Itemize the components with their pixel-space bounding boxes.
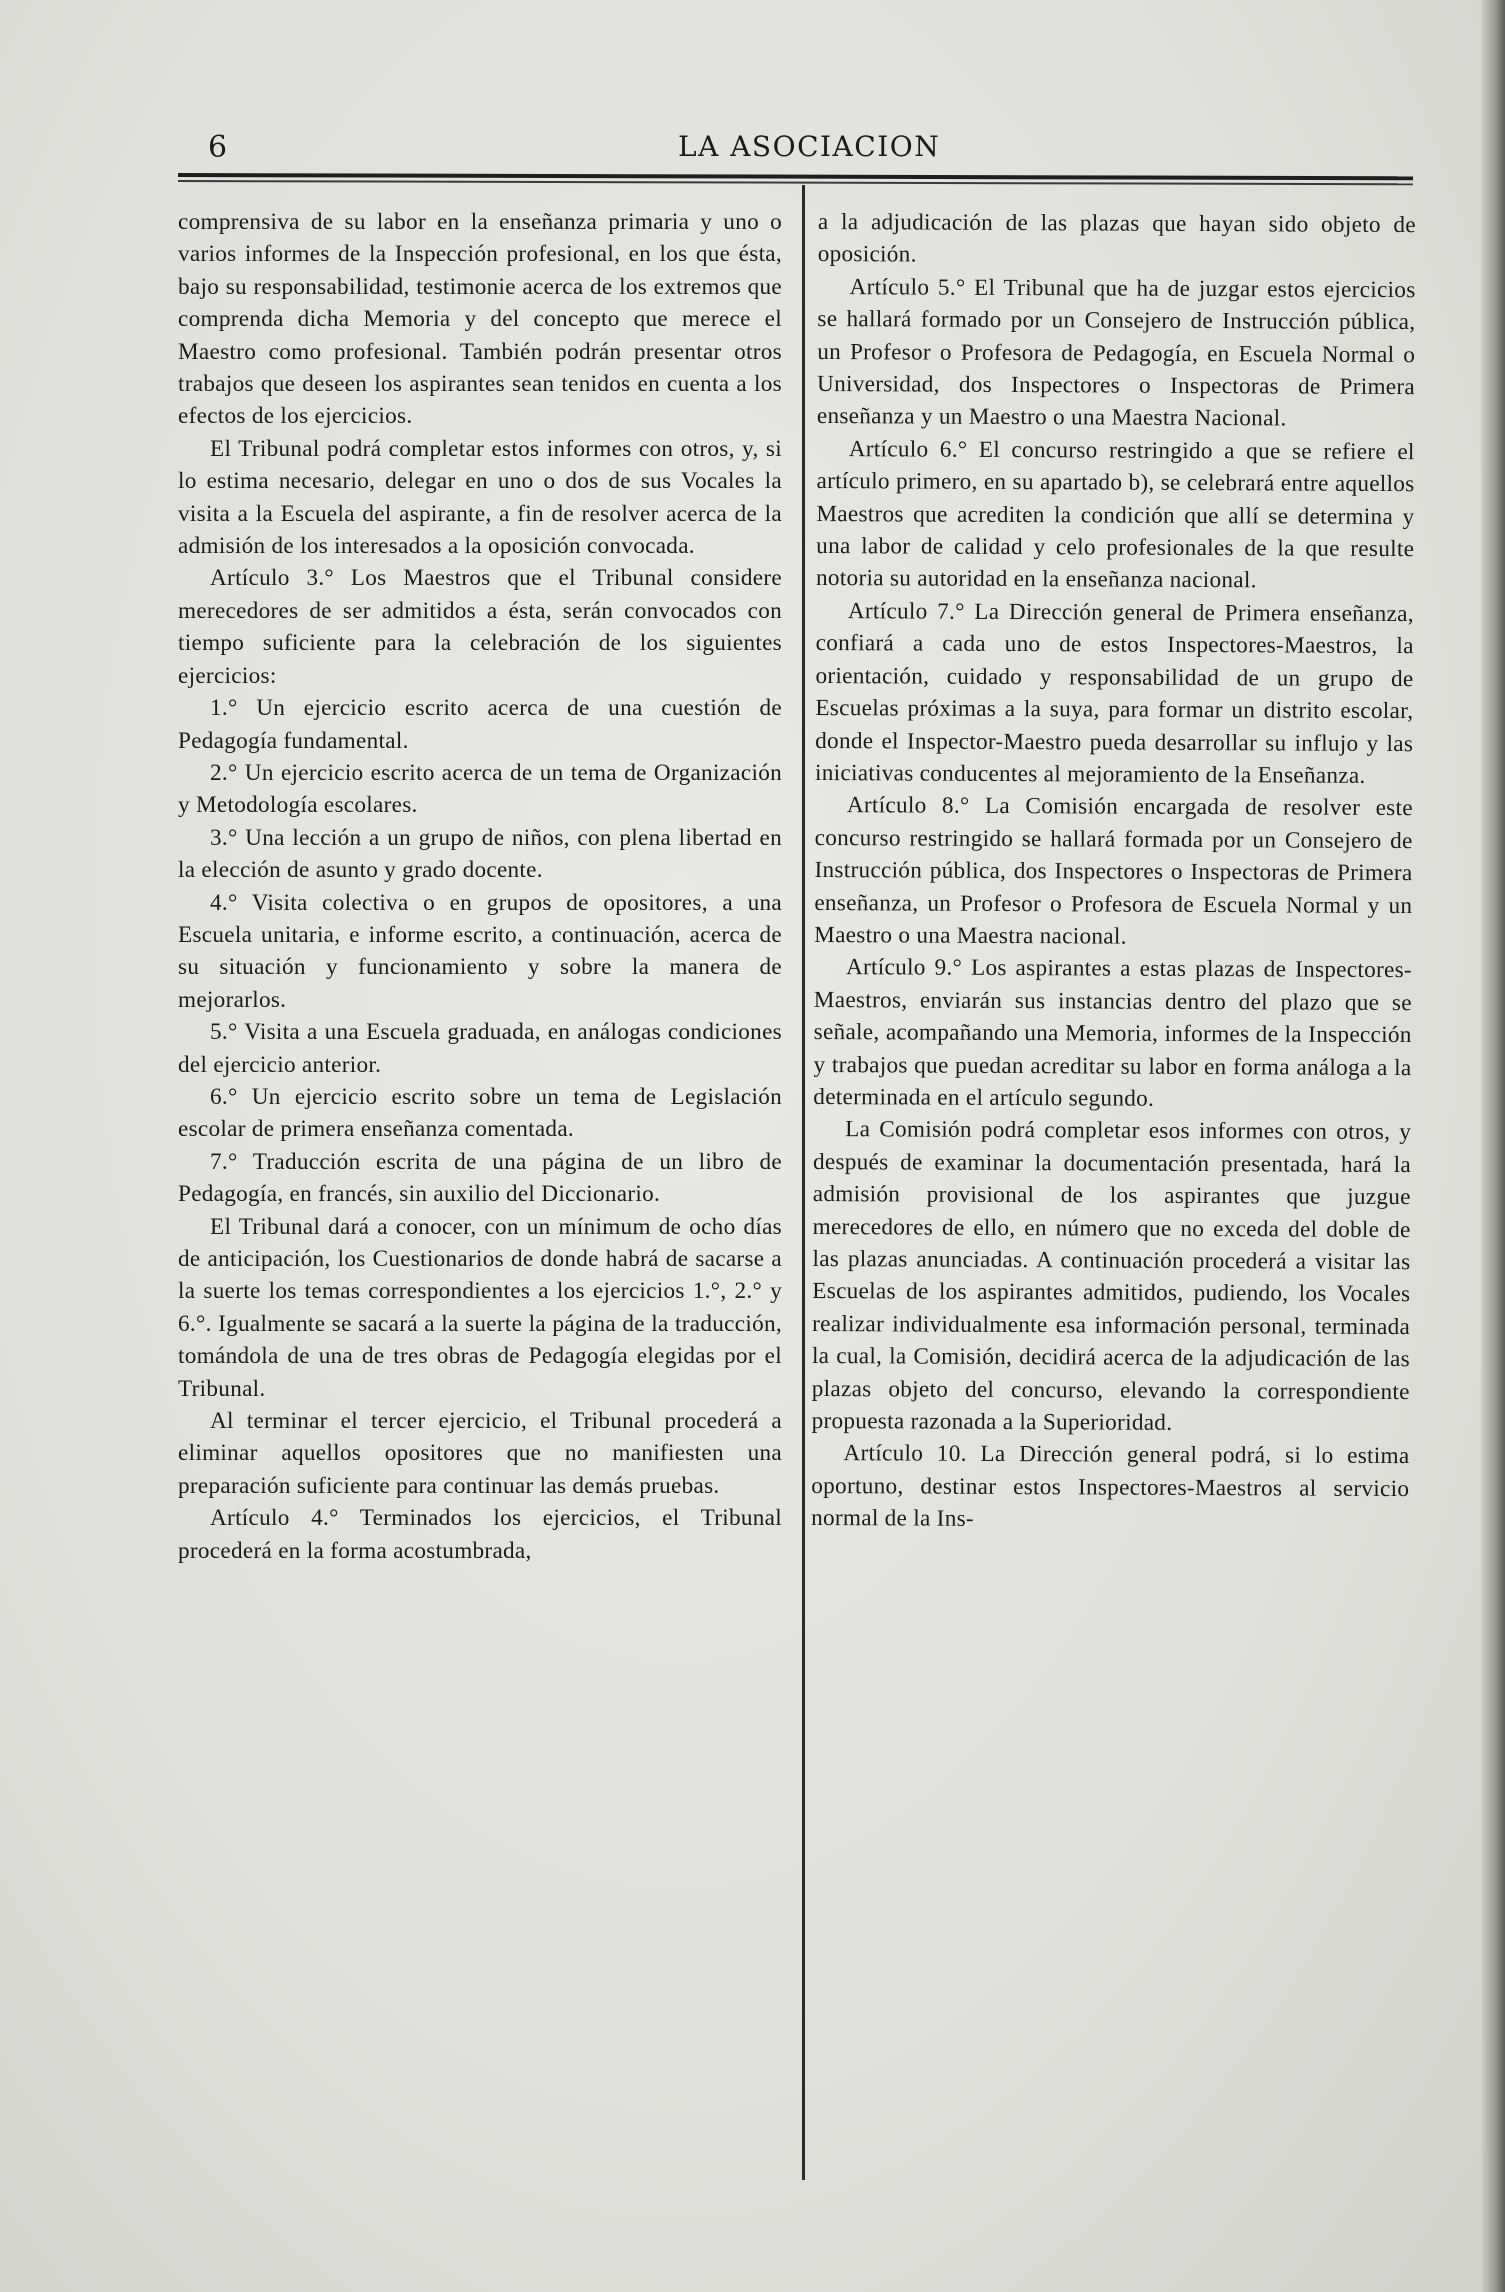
article-4: Artículo 4.° Terminados los ejercicios, el Tribunal procederá en la forma acostumbrada, <box>178 1505 782 1564</box>
list-item: 6.° Un ejercicio escrito sobre un tema de Legislación escolar de primera enseñanza comentada. <box>178 1083 782 1143</box>
article-8: Artículo 8.° La Comisión encargada de resolver este concurso restringido se hallará formada por un Consejero de Instrucción pública, dos Inspectores o Inspectoras de Primera enseñanza, un Profesor o Profesora de Escuela Normal y un Maestro o una Maestra nacional. <box>814 792 1413 950</box>
page-edge-shadow <box>1481 0 1505 2292</box>
paragraph: Al terminar el tercer ejercicio, el Tribunal procederá a eliminar aquellos opositores que no manifiesten una preparación suficiente para continuar las demás pruebas. <box>178 1408 782 1499</box>
left-column <box>178 206 782 1567</box>
column-divider <box>802 185 805 2180</box>
article-6: Artículo 6.° El concurso restringido a que se refiere el artículo primero, en su apartado b), se celebrará entre aquellos Maestros que acrediten la condición que allí se determina y una labor de calidad y celo profesionales de la que resulte notoria su autoridad en la enseñanza nacional. <box>815 436 1415 594</box>
list-item: 3.° Una lección a un grupo de niños, con plena libertad en la elección de asunto y grado docente. <box>178 824 782 884</box>
list-item: 2.° Un ejercicio escrito acerca de un tema de Organización y Metodología escolares. <box>178 759 782 819</box>
list-item: 5.° Visita a una Escuela graduada, en análogas condiciones del ejercicio anterior. <box>178 1019 782 1078</box>
paragraph: El Tribunal dará a conocer, con un mínimum de ocho días de anticipación, los Cuestionarios de donde habrá de sacarse a la suerte los temas correspondientes a los ejercicios 1.°, 2.° y 6.°. Igualmente se sacará a la suerte la página de la traducción, tomándola de una de tres obras de Pedagogía elegidas por el Tribunal. <box>178 1213 782 1402</box>
article-5: Artículo 5.° El Tribunal que ha de juzgar estos ejercicios se hallará formado por un Consejero de Instrucción pública, un Profesor o Profesora de Pedagogía, en Escuela Normal o Universidad, dos Inspectores o Inspectoras de Primera enseñanza y un Maestro o una Maestra Nacional. <box>816 273 1416 432</box>
article-9: Artículo 9.° Los aspirantes a estas plazas de Inspectores-Maestros, enviarán sus instancias dentro del plazo que se señale, acompañando una Memoria, informes de la Inspección y trabajos que puedan acreditar su labor en forma análoga a la determinada en el artículo segundo. <box>813 954 1413 1112</box>
list-item: 7.° Traducción escrita de una página de un libro de Pedagogía, en francés, sin auxilio del Diccionario. <box>178 1148 782 1208</box>
paragraph: a la adjudicación de las plazas que hayan sido objeto de oposición. <box>817 208 1416 268</box>
right-column <box>811 206 1416 1538</box>
header-rule <box>178 173 1413 180</box>
list-item: 1.° Un ejercicio escrito acerca de una cuestión de Pedagogía fundamental. <box>178 695 782 754</box>
paragraph: El Tribunal podrá completar estos informes con otros, y, si lo estima necesario, delegar en uno o dos de sus Vocales la visita a la Escuela del aspirante, a fin de resolver acerca de la admisión de los interesados a la oposición convocada. <box>178 435 782 560</box>
running-title: LA ASOCIACION <box>678 130 941 163</box>
paragraph: La Comisión podrá completar esos informes con otros, y después de examinar la documentación presentada, hará la admisión provisional de los aspirantes que juzgue merecedores de ello, en número que no exceda del doble de las plazas anunciadas. A continuación procederá a visitar las Escuelas de los aspirantes admitidos, pudiendo, los Vocales realizar individualmente esa información personal, terminada la cual, la Comisión, decidirá acerca de la adjudicación de las plazas objeto del concurso, elevando la correspondiente propuesta razonada a la Superioridad. <box>811 1116 1412 1436</box>
paragraph: comprensiva de su labor en la enseñanza primaria y uno o varios informes de la Inspección profesional, en los que ésta, bajo su responsabilidad, testimonie acerca de los extremos que comprenda dicha Memoria y del concepto que merece el Maestro como profesional. También podrán presentar otros trabajos que deseen los aspirantes sean tenidos en cuenta a los efectos de los ejercicios. <box>178 209 782 430</box>
header-rule-thin <box>178 180 1413 185</box>
article-10: Artículo 10. La Dirección general podrá, si lo estima oportuno, destinar estos Inspectores-Maestros al servicio normal de la Ins- <box>811 1440 1410 1533</box>
page-number: 6 <box>208 130 228 165</box>
list-item: 4.° Visita colectiva o en grupos de opositores, a una Escuela unitaria, e informe escrito, a continuación, acerca de su situación y funcionamiento y sobre la manera de mejorarlos. <box>178 889 782 1013</box>
page-header <box>178 126 1418 166</box>
article-7: Artículo 7.° La Dirección general de Primera enseñanza, confiará a cada uno de estos Inspectores-Maestros, la orientación, cuidado y responsabilidad de un grupo de Escuelas próximas a la suya, para formar un distrito escolar, donde el Inspector-Maestro pueda desarrollar su influjo y las iniciativas conducentes al mejoramiento de la Enseñanza. <box>814 598 1414 789</box>
article-3: Artículo 3.° Los Maestros que el Tribunal considere merecedores de ser admitidos a ésta, serán convocados con tiempo suficiente para la celebración de los siguientes ejercicios: <box>178 565 782 689</box>
